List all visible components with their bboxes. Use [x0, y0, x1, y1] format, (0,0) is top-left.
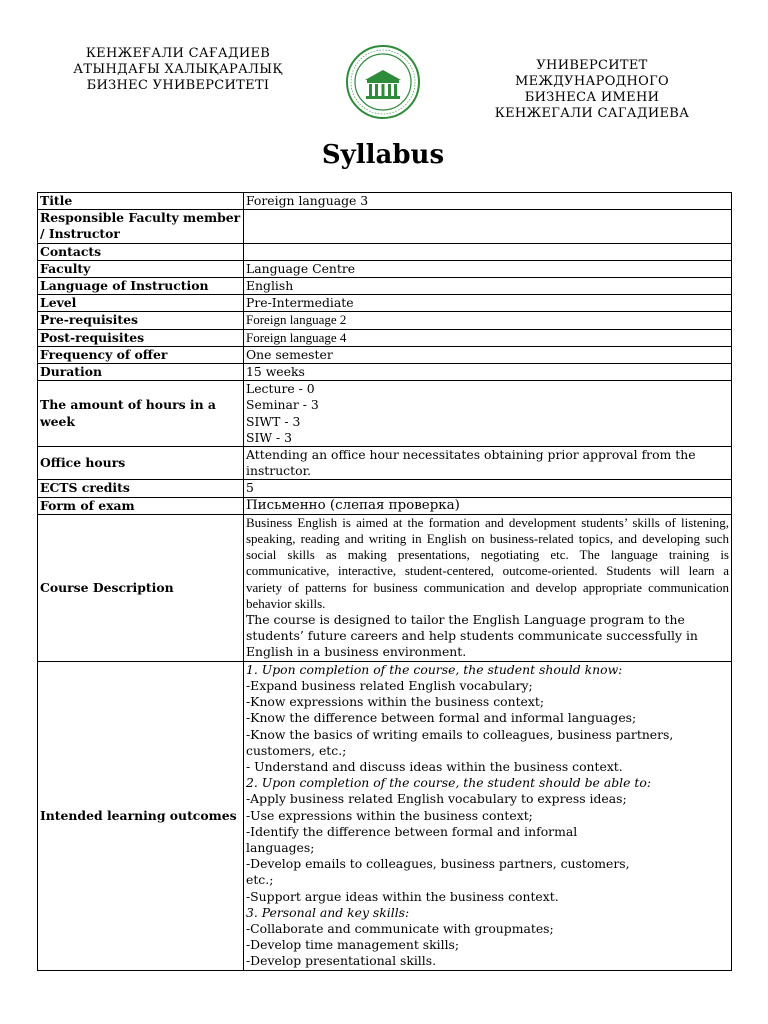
row-label: Intended learning outcomes — [38, 661, 244, 970]
hours-line: SIW - 3 — [246, 429, 293, 445]
table-row-hours — [38, 381, 732, 447]
outcomes-heading: 3. Personal and key skills: — [246, 904, 410, 920]
row-value — [244, 210, 732, 243]
university-name-russian — [474, 58, 710, 122]
row-label: Pre-requisites — [38, 312, 244, 329]
table-row-office-hours — [38, 447, 732, 480]
header-right-line: БИЗНЕСА ИМЕНИ — [524, 90, 660, 105]
outcome-item: -Know expressions within the business context; — [246, 694, 545, 710]
table-row-exam — [38, 497, 732, 514]
row-label: Contacts — [38, 243, 244, 260]
table-row-contacts — [38, 243, 732, 260]
table-row-outcomes — [38, 661, 732, 970]
outcomes-heading: 1. Upon completion of the course, the student should know: — [246, 661, 623, 677]
description-paragraph: Business English is aimed at the formation and development students’ skills of listening, speaking, reading and writing in English on business-related topics, and developing such social skills as making presentations, negotiating etc. The language training is communicative, interactive, student-centered, outcome-oriented. Students will learn a variety of patterns for business communication and develop appropriate communication behavior skills. — [246, 514, 729, 611]
table-row-description — [38, 514, 732, 661]
hours-line: SIWT - 3 — [246, 413, 301, 429]
table-row-title — [38, 193, 732, 210]
header-left-line: АТЫНДАҒЫ ХАЛЫҚАРАЛЫҚ — [73, 62, 283, 77]
row-value: Foreign language 4 — [244, 329, 732, 346]
row-value — [244, 514, 732, 661]
hours-line: Lecture - 0 — [246, 381, 315, 397]
row-value: 15 weeks — [244, 364, 732, 381]
row-label: ECTS credits — [38, 480, 244, 497]
row-value: English — [244, 278, 732, 295]
row-value: 5 — [244, 480, 732, 497]
table-row-ects — [38, 480, 732, 497]
row-label: Post-requisites — [38, 329, 244, 346]
row-value — [244, 243, 732, 260]
outcome-item: -Develop emails to colleagues, business partners, customers, etc.; — [246, 856, 630, 888]
row-label: Level — [38, 295, 244, 312]
row-label: The amount of hours in a week — [38, 381, 244, 447]
row-value — [244, 661, 732, 970]
outcome-item: -Know the basics of writing emails to colleagues, business partners, customers, etc.; — [246, 726, 674, 758]
outcome-item: -Develop presentational skills. — [246, 953, 437, 969]
row-value: Foreign language 2 — [244, 312, 732, 329]
table-row-level — [38, 295, 732, 312]
outcome-item: -Collaborate and communicate with groupmates; — [246, 920, 554, 936]
header-right-line: МЕЖДУНАРОДНОГО — [515, 74, 669, 89]
row-label: Language of Instruction — [38, 278, 244, 295]
description-paragraph: The course is designed to tailor the English Language program to the students’ future careers and help students communicate successfully in English in a business environment. — [246, 612, 698, 660]
table-row-faculty — [38, 260, 732, 277]
outcome-item: -Identify the difference between formal and informal languages; — [246, 823, 578, 855]
row-value: Foreign language 3 — [244, 193, 732, 210]
outcome-item: -Use expressions within the business context; — [246, 807, 533, 823]
row-value: Pre-Intermediate — [244, 295, 732, 312]
hours-line: Seminar - 3 — [246, 397, 319, 413]
row-label: Frequency of offer — [38, 346, 244, 363]
row-label: Title — [38, 193, 244, 210]
outcome-item: -Know the difference between formal and informal languages; — [246, 710, 637, 726]
outcome-item: -Support argue ideas within the business context. — [246, 888, 559, 904]
outcome-item: - Understand and discuss ideas within the business context. — [246, 758, 623, 774]
row-value: One semester — [244, 346, 732, 363]
table-row-responsible — [38, 210, 732, 243]
table-row-frequency — [38, 346, 732, 363]
table-row-postrequisites — [38, 329, 732, 346]
header-left-line: КЕНЖЕҒАЛИ САҒАДИЕВ — [85, 46, 271, 61]
row-label: Form of exam — [38, 497, 244, 514]
row-value: Attending an office hour necessitates obtaining prior approval from the instructor. — [244, 447, 732, 480]
header-left-line: БИЗНЕС УНИВЕРСИТЕТІ — [86, 78, 270, 93]
table-row-duration — [38, 364, 732, 381]
row-label: Faculty — [38, 260, 244, 277]
row-label: Responsible Faculty member / Instructor — [38, 210, 244, 243]
outcomes-heading: 2. Upon completion of the course, the student should be able to: — [246, 775, 651, 791]
outcome-item: -Expand business related English vocabulary; — [246, 677, 533, 693]
row-value: Language Centre — [244, 260, 732, 277]
row-label: Duration — [38, 364, 244, 381]
table-row-language — [38, 278, 732, 295]
row-value: Письменно (слепая проверка) — [244, 497, 732, 514]
outcome-item: -Develop time management skills; — [246, 937, 460, 953]
row-label: Office hours — [38, 447, 244, 480]
page-title: Syllabus — [321, 140, 445, 170]
header-right-line: УНИВЕРСИТЕТ — [536, 58, 648, 73]
row-value — [244, 381, 732, 447]
syllabus-table — [37, 192, 732, 971]
header-right-line: КЕНЖЕГАЛИ САГАДИЕВА — [494, 106, 690, 121]
university-name-kazakh — [48, 46, 308, 94]
university-seal-logo — [345, 44, 421, 120]
table-row-prerequisites — [38, 312, 732, 329]
outcome-item: -Apply business related English vocabulary to express ideas; — [246, 791, 627, 807]
row-label: Course Description — [38, 514, 244, 661]
